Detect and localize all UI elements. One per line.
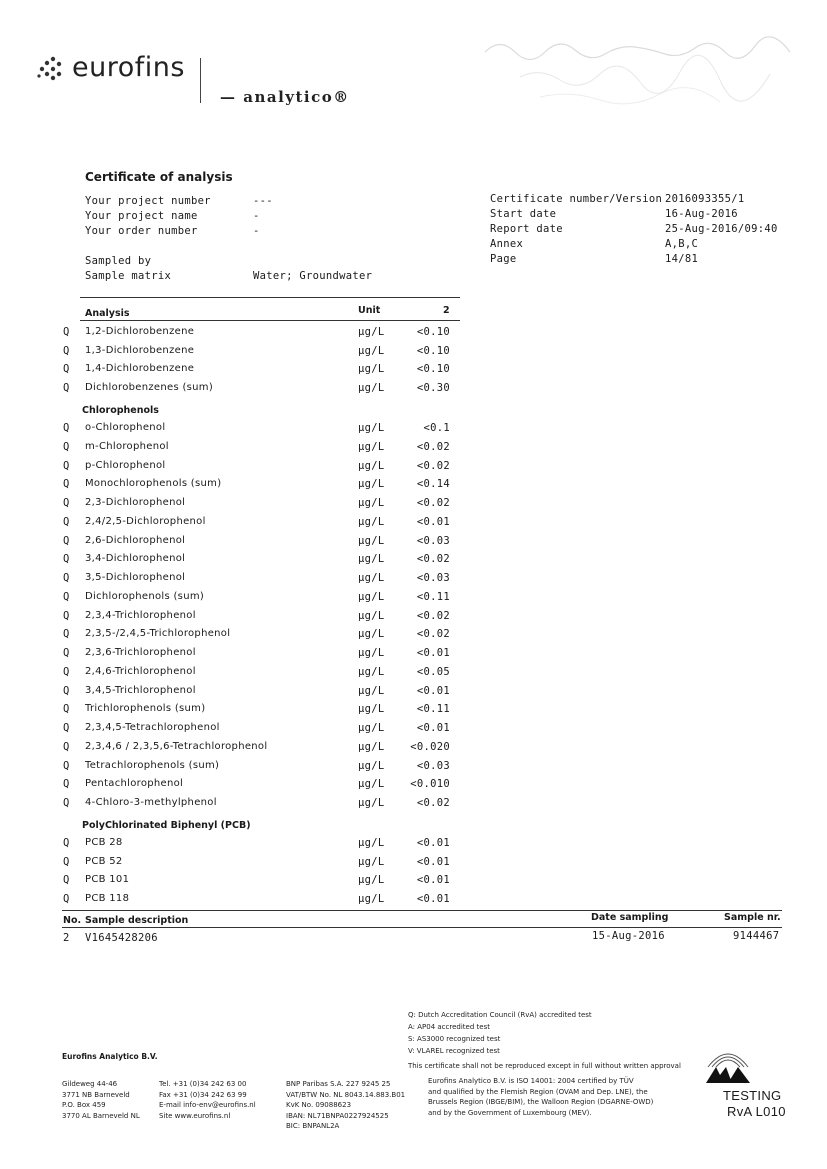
result-value: <0.02 — [416, 628, 450, 641]
table-row — [0, 760, 827, 778]
rva-accreditation-icon — [702, 1045, 754, 1085]
table-row — [0, 647, 827, 665]
unit: µg/L — [358, 740, 385, 753]
analyte-name: 2,6-Dichlorophenol — [85, 534, 186, 546]
sample-matrix-value: Water; Groundwater — [253, 270, 373, 282]
sample-no: 2 — [63, 932, 70, 944]
field-label: Start date — [490, 208, 557, 220]
row-q-flag: Q — [63, 459, 70, 472]
result-value: <0.11 — [416, 590, 450, 603]
result-value: <0.02 — [416, 497, 450, 509]
row-q-flag: Q — [63, 759, 70, 772]
row-q-flag: Q — [63, 553, 70, 566]
certificate-title: Certificate of analysis — [85, 170, 233, 184]
analyte-name: 1,3-Dichlorobenzene — [85, 344, 195, 356]
table-row — [0, 741, 827, 759]
row-q-flag: Q — [63, 837, 70, 849]
row-q-flag: Q — [63, 344, 70, 357]
footer-address-line: 3771 NB Barneveld — [62, 1090, 130, 1099]
analyte-name: Dichlorobenzenes (sum) — [85, 381, 214, 393]
row-q-flag: Q — [63, 740, 70, 753]
unit: µg/L — [358, 665, 385, 678]
footer-bank-line: BIC: BNPANL2A — [286, 1122, 340, 1130]
table-row — [0, 326, 827, 344]
footer-iso-line: and qualified by the Flemish Region (OVAM and Dep. LNE), the — [428, 1087, 648, 1096]
rva-code: RvA L010 — [727, 1104, 786, 1119]
footer-iso-line: Brussels Region (IBGE/BIM), the Walloon Region (DGARNE-OWD) — [428, 1098, 654, 1106]
footer-address-line: P.O. Box 459 — [62, 1101, 106, 1109]
footer-company: Eurofins Analytico B.V. — [62, 1052, 158, 1061]
row-q-flag: Q — [63, 515, 70, 528]
row-q-flag: Q — [63, 893, 70, 906]
table-row — [0, 345, 827, 363]
unit: µg/L — [358, 553, 385, 566]
row-q-flag: Q — [63, 422, 70, 434]
footer-address-line: Gildeweg 44-46 — [62, 1080, 118, 1088]
row-q-flag: Q — [63, 665, 70, 678]
unit: µg/L — [358, 609, 385, 622]
footer-bank-line: KvK No. 09088623 — [286, 1101, 352, 1109]
unit: µg/L — [358, 837, 385, 849]
result-value: <0.02 — [416, 609, 450, 622]
row-q-flag: Q — [63, 778, 70, 791]
unit: µg/L — [358, 459, 385, 472]
result-value: <0.010 — [410, 778, 450, 791]
field-label: Your project number — [85, 195, 211, 207]
unit: µg/L — [358, 759, 385, 772]
field-label: Report date — [490, 223, 563, 235]
samples-header-rule — [62, 927, 782, 928]
table-top-rule — [80, 297, 460, 298]
unit: µg/L — [358, 778, 385, 791]
analyte-name: Trichlorophenols (sum) — [85, 703, 206, 715]
table-row — [0, 703, 827, 721]
sample-nr: 9144467 — [733, 930, 780, 942]
analyte-name: 2,3-Dichlorophenol — [85, 497, 186, 508]
unit: µg/L — [358, 684, 385, 697]
table-row — [0, 722, 827, 740]
col-desc-header: Sample description — [85, 915, 189, 926]
analyte-name: 3,4-Dichlorophenol — [85, 553, 186, 565]
field-label: Annex — [490, 238, 524, 250]
analyte-name: 3,5-Dichlorophenol — [85, 572, 186, 583]
section-pcb: PolyChlorinated Biphenyl (PCB) — [82, 820, 251, 831]
unit: µg/L — [358, 534, 385, 547]
result-value: <0.05 — [416, 665, 450, 678]
eurofins-logo-icon — [36, 53, 66, 83]
result-value: <0.01 — [416, 874, 450, 887]
unit: µg/L — [358, 874, 385, 887]
result-value: <0.01 — [416, 647, 450, 659]
sample-desc: V1645428206 — [85, 932, 158, 944]
section-chlorophenols: Chlorophenols — [82, 405, 159, 416]
row-q-flag: Q — [63, 363, 70, 375]
row-q-flag: Q — [63, 684, 70, 697]
reproduction-note: This certificate shall not be reproduced except in full without written approval — [408, 1062, 681, 1070]
field-label: Certificate number/Version — [490, 193, 663, 205]
field-label: Page — [490, 253, 517, 265]
table-row — [0, 478, 827, 496]
row-q-flag: Q — [63, 855, 70, 868]
result-value: <0.10 — [416, 326, 450, 338]
col-nr-header: Sample nr. — [724, 912, 781, 923]
analyte-name: Pentachlorophenol — [85, 778, 184, 790]
table-row — [0, 893, 827, 911]
table-row — [0, 363, 827, 381]
field-label: Your order number — [85, 225, 198, 237]
footer-bank-line: BNP Paribas S.A. 227 9245 25 — [286, 1080, 391, 1088]
result-value: <0.01 — [416, 837, 450, 849]
row-q-flag: Q — [63, 440, 70, 453]
result-value: <0.01 — [416, 722, 450, 734]
unit: µg/L — [358, 422, 385, 434]
analyte-name: 1,2-Dichlorobenzene — [85, 326, 195, 337]
row-q-flag: Q — [63, 590, 70, 603]
table-row — [0, 778, 827, 796]
legend-a: A: AP04 accredited test — [408, 1023, 490, 1031]
col-sample-header: 2 — [443, 305, 450, 316]
legend-v: V: VLAREL recognized test — [408, 1047, 500, 1055]
analyte-name: Tetrachlorophenols (sum) — [85, 759, 220, 771]
result-value: <0.01 — [416, 684, 450, 697]
logo-text: eurofins — [72, 52, 185, 83]
analyte-name: PCB 118 — [85, 893, 130, 905]
row-q-flag: Q — [63, 609, 70, 622]
result-value: <0.02 — [416, 553, 450, 566]
sample-date: 15-Aug-2016 — [592, 930, 665, 942]
unit: µg/L — [358, 440, 385, 453]
table-row — [0, 666, 827, 684]
table-row — [0, 441, 827, 459]
col-date-header: Date sampling — [591, 912, 669, 923]
analyte-name: m-Chlorophenol — [85, 440, 169, 452]
unit: µg/L — [358, 478, 385, 491]
table-row — [0, 837, 827, 855]
footer-bank-line: VAT/BTW No. NL 8043.14.883.B01 — [286, 1090, 406, 1099]
row-q-flag: Q — [63, 722, 70, 734]
row-q-flag: Q — [63, 647, 70, 659]
result-value: <0.020 — [410, 740, 450, 753]
analyte-name: Monochlorophenols (sum) — [85, 478, 222, 490]
unit: µg/L — [358, 572, 385, 584]
table-row — [0, 516, 827, 534]
logo-subtitle: — analytico® — [220, 88, 350, 106]
unit: µg/L — [358, 515, 385, 528]
analyte-name: 2,4/2,5-Dichlorophenol — [85, 515, 206, 527]
footer-iso-line: and by the Government of Luxembourg (MEV). — [428, 1108, 592, 1117]
unit: µg/L — [358, 497, 385, 509]
col-analysis-header: Analysis — [85, 308, 130, 319]
footer-contact-line: E-mail info-env@eurofins.nl — [159, 1101, 256, 1109]
result-value: <0.01 — [416, 515, 450, 528]
field-value: 25-Aug-2016/09:40 — [665, 223, 778, 235]
signature-scribble — [480, 32, 800, 112]
field-value: 16-Aug-2016 — [665, 208, 738, 220]
footer-contact-line: Tel. +31 (0)34 242 63 00 — [159, 1080, 247, 1088]
result-value: <0.02 — [416, 797, 450, 809]
analyte-name: 3,4,5-Trichlorophenol — [85, 684, 196, 696]
table-row — [0, 422, 827, 440]
logo-divider — [200, 58, 201, 103]
unit: µg/L — [358, 703, 385, 716]
analyte-name: 2,3,4-Trichlorophenol — [85, 609, 196, 621]
row-q-flag: Q — [63, 497, 70, 509]
result-value: <0.10 — [416, 344, 450, 357]
unit: µg/L — [358, 326, 385, 338]
table-row — [0, 572, 827, 590]
analyte-name: 2,3,4,6 / 2,3,5,6-Tetrachlorophenol — [85, 740, 268, 752]
analyte-name: o-Chlorophenol — [85, 422, 166, 433]
analyte-name: 4-Chloro-3-methylphenol — [85, 797, 217, 808]
table-row — [0, 591, 827, 609]
result-value: <0.11 — [416, 703, 450, 716]
unit: µg/L — [358, 590, 385, 603]
field-value: --- — [253, 195, 273, 207]
row-q-flag: Q — [63, 381, 70, 394]
field-label: Your project name — [85, 210, 198, 222]
result-value: <0.30 — [416, 381, 450, 394]
unit: µg/L — [358, 647, 385, 659]
unit: µg/L — [358, 381, 385, 394]
result-value: <0.1 — [423, 422, 450, 434]
result-value: <0.02 — [416, 459, 450, 472]
result-value: <0.02 — [416, 440, 450, 453]
legend-s: S: AS3000 recognized test — [408, 1035, 501, 1043]
row-q-flag: Q — [63, 703, 70, 716]
result-value: <0.14 — [416, 478, 450, 491]
table-row — [0, 797, 827, 815]
analyte-name: 2,3,6-Trichlorophenol — [85, 647, 196, 658]
row-q-flag: Q — [63, 478, 70, 491]
field-value: 14/81 — [665, 253, 699, 265]
table-row — [0, 553, 827, 571]
col-no-header: No. — [63, 915, 82, 926]
table-row — [0, 535, 827, 553]
field-value: A,B,C — [665, 238, 699, 250]
analyte-name: 1,4-Dichlorobenzene — [85, 363, 195, 374]
unit: µg/L — [358, 722, 385, 734]
row-q-flag: Q — [63, 572, 70, 584]
table-row — [0, 382, 827, 400]
legend-q: Q: Dutch Accreditation Council (RvA) accredited test — [408, 1011, 592, 1019]
analyte-name: Dichlorophenols (sum) — [85, 590, 205, 602]
table-row — [0, 874, 827, 892]
row-q-flag: Q — [63, 534, 70, 547]
unit: µg/L — [358, 628, 385, 641]
sample-matrix-label: Sample matrix — [85, 270, 172, 282]
row-q-flag: Q — [63, 797, 70, 809]
sampled-by-label: Sampled by — [85, 255, 152, 267]
table-row — [0, 856, 827, 874]
footer-bank-line: IBAN: NL71BNPA0227924525 — [286, 1111, 389, 1120]
result-value: <0.03 — [416, 572, 450, 584]
testing-label: TESTING — [723, 1088, 782, 1103]
result-value: <0.01 — [416, 893, 450, 906]
unit: µg/L — [358, 363, 385, 375]
unit: µg/L — [358, 855, 385, 868]
result-value: <0.03 — [416, 534, 450, 547]
analyte-name: 2,4,6-Trichlorophenol — [85, 665, 196, 677]
table-row — [0, 497, 827, 515]
col-unit-header: Unit — [358, 305, 381, 316]
analyte-name: 2,3,5-/2,4,5-Trichlorophenol — [85, 628, 231, 640]
table-row — [0, 685, 827, 703]
row-q-flag: Q — [63, 874, 70, 887]
result-value: <0.01 — [416, 855, 450, 868]
analyte-name: PCB 101 — [85, 874, 130, 886]
analyte-name: p-Chlorophenol — [85, 459, 166, 471]
field-value: - — [253, 210, 260, 222]
footer-address-line: 3770 AL Barneveld NL — [62, 1111, 140, 1120]
analyte-name: 2,3,4,5-Tetrachlorophenol — [85, 722, 220, 733]
footer-iso-line: Eurofins Analytico B.V. is ISO 14001: 2004 certified by TÜV — [428, 1077, 634, 1085]
unit: µg/L — [358, 893, 385, 906]
unit: µg/L — [358, 344, 385, 357]
table-header-rule — [80, 320, 460, 321]
footer-contact-line: Site www.eurofins.nl — [159, 1111, 231, 1120]
unit: µg/L — [358, 797, 385, 809]
field-value: 2016093355/1 — [665, 193, 745, 205]
result-value: <0.10 — [416, 363, 450, 375]
table-row — [0, 628, 827, 646]
footer-contact-line: Fax +31 (0)34 242 63 99 — [159, 1090, 247, 1099]
row-q-flag: Q — [63, 628, 70, 641]
row-q-flag: Q — [63, 326, 70, 338]
analyte-name: PCB 28 — [85, 837, 123, 848]
samples-top-rule — [62, 910, 782, 911]
table-row — [0, 460, 827, 478]
table-row — [0, 610, 827, 628]
result-value: <0.03 — [416, 759, 450, 772]
field-value: - — [253, 225, 260, 237]
analyte-name: PCB 52 — [85, 855, 123, 867]
